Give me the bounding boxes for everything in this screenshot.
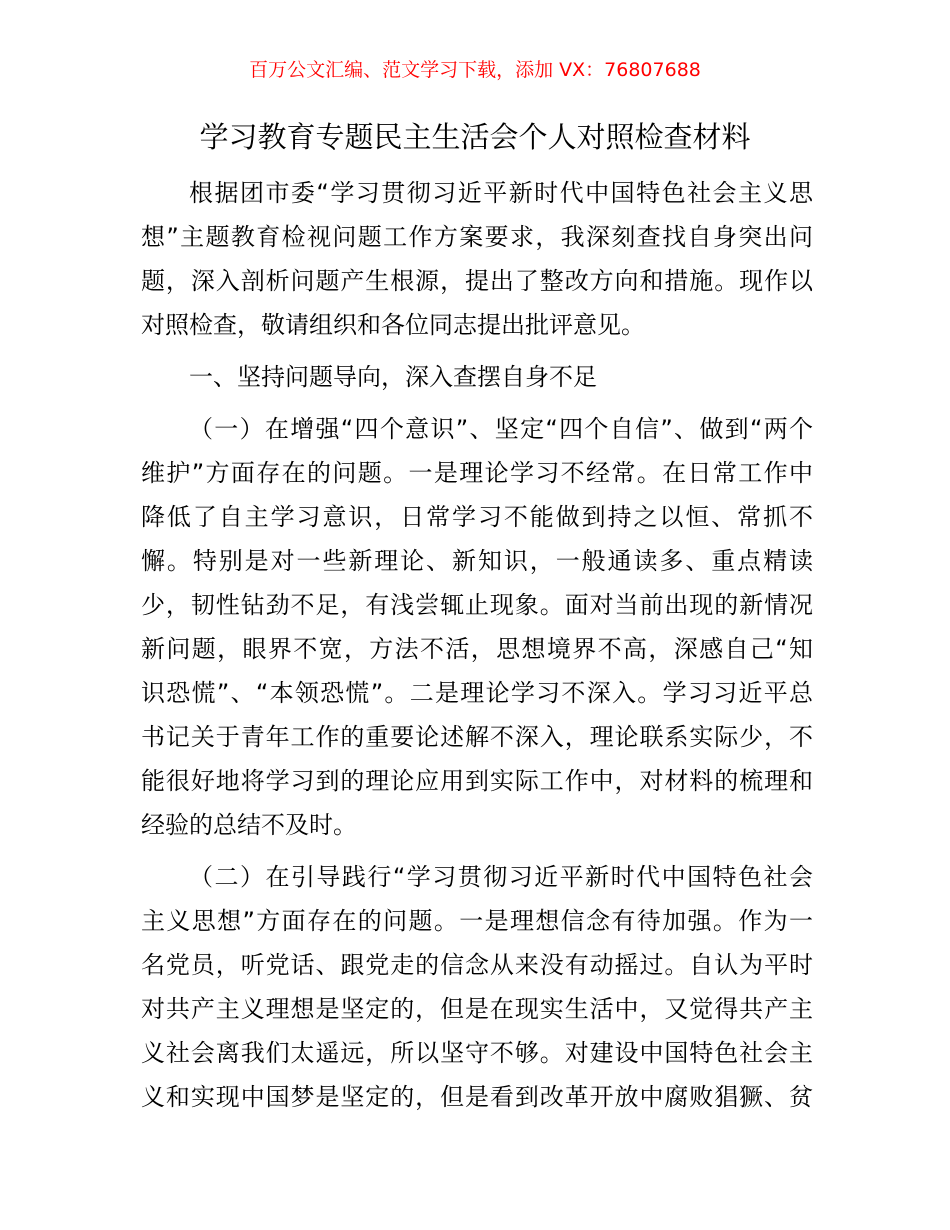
text-line: （二）在引导践行“学习贯彻习近平新时代中国特色社会 [189,863,813,891]
paragraph-subsection-2 [141,855,813,1119]
text-line: 经验的总结不及时。 [141,811,357,839]
text-line: （一）在增强“四个意识”、坚定“四个自信”、做到“两个 [189,415,813,443]
text-line: 维护”方面存在的问题。一是理论学习不经常。在日常工作中 [141,459,813,487]
text-line: 一、坚持问题导向，深入查摆自身不足 [189,363,597,391]
text-line: 降低了自主学习意识，日常学习不能做到持之以恒、常抓不 [141,503,813,531]
text-line: 新问题，眼界不宽，方法不活，思想境界不高，深感自己“知 [141,635,813,663]
text-line: 懈。特别是对一些新理论、新知识，一般通读多、重点精读 [141,547,813,575]
text-line: 根据团市委“学习贯彻习近平新时代中国特色社会主义思 [189,179,813,207]
document-body [141,171,813,1119]
text-line: 义社会离我们太遥远，所以坚守不够。对建设中国特色社会主 [141,1039,813,1067]
text-line: 书记关于青年工作的重要论述解不深入，理论联系实际少，不 [141,723,813,751]
text-line: 对共产主义理想是坚定的，但是在现实生活中，又觉得共产主 [141,995,813,1023]
text-line: 想”主题教育检视问题工作方案要求，我深刻查找自身突出问 [141,223,813,251]
promo-banner: 百万公文汇编、范文学习下载，添加 VX：76807688 [249,59,701,81]
text-line: 能很好地将学习到的理论应用到实际工作中，对材料的梳理和 [141,767,813,795]
text-line: 题，深入剖析问题产生根源，提出了整改方向和措施。现作以 [141,267,813,295]
section-heading [141,355,813,399]
paragraph-intro [141,171,813,347]
text-line: 主义思想”方面存在的问题。一是理想信念有待加强。作为一 [141,907,813,935]
text-line: 对照检查，敬请组织和各位同志提出批评意见。 [141,311,645,339]
text-line: 义和实现中国梦是坚定的，但是看到改革开放中腐败猖獗、贫 [141,1083,813,1111]
paragraph-subsection-1 [141,407,813,847]
text-line: 名党员，听党话、跟党走的信念从来没有动摇过。自认为平时 [141,951,813,979]
document-title: 学习教育专题民主生活会个人对照检查材料 [199,120,751,154]
text-line: 少，韧性钻劲不足，有浅尝辄止现象。面对当前出现的新情况 [141,591,813,619]
text-line: 识恐慌”、“本领恐慌”。二是理论学习不深入。学习习近平总 [141,679,813,707]
